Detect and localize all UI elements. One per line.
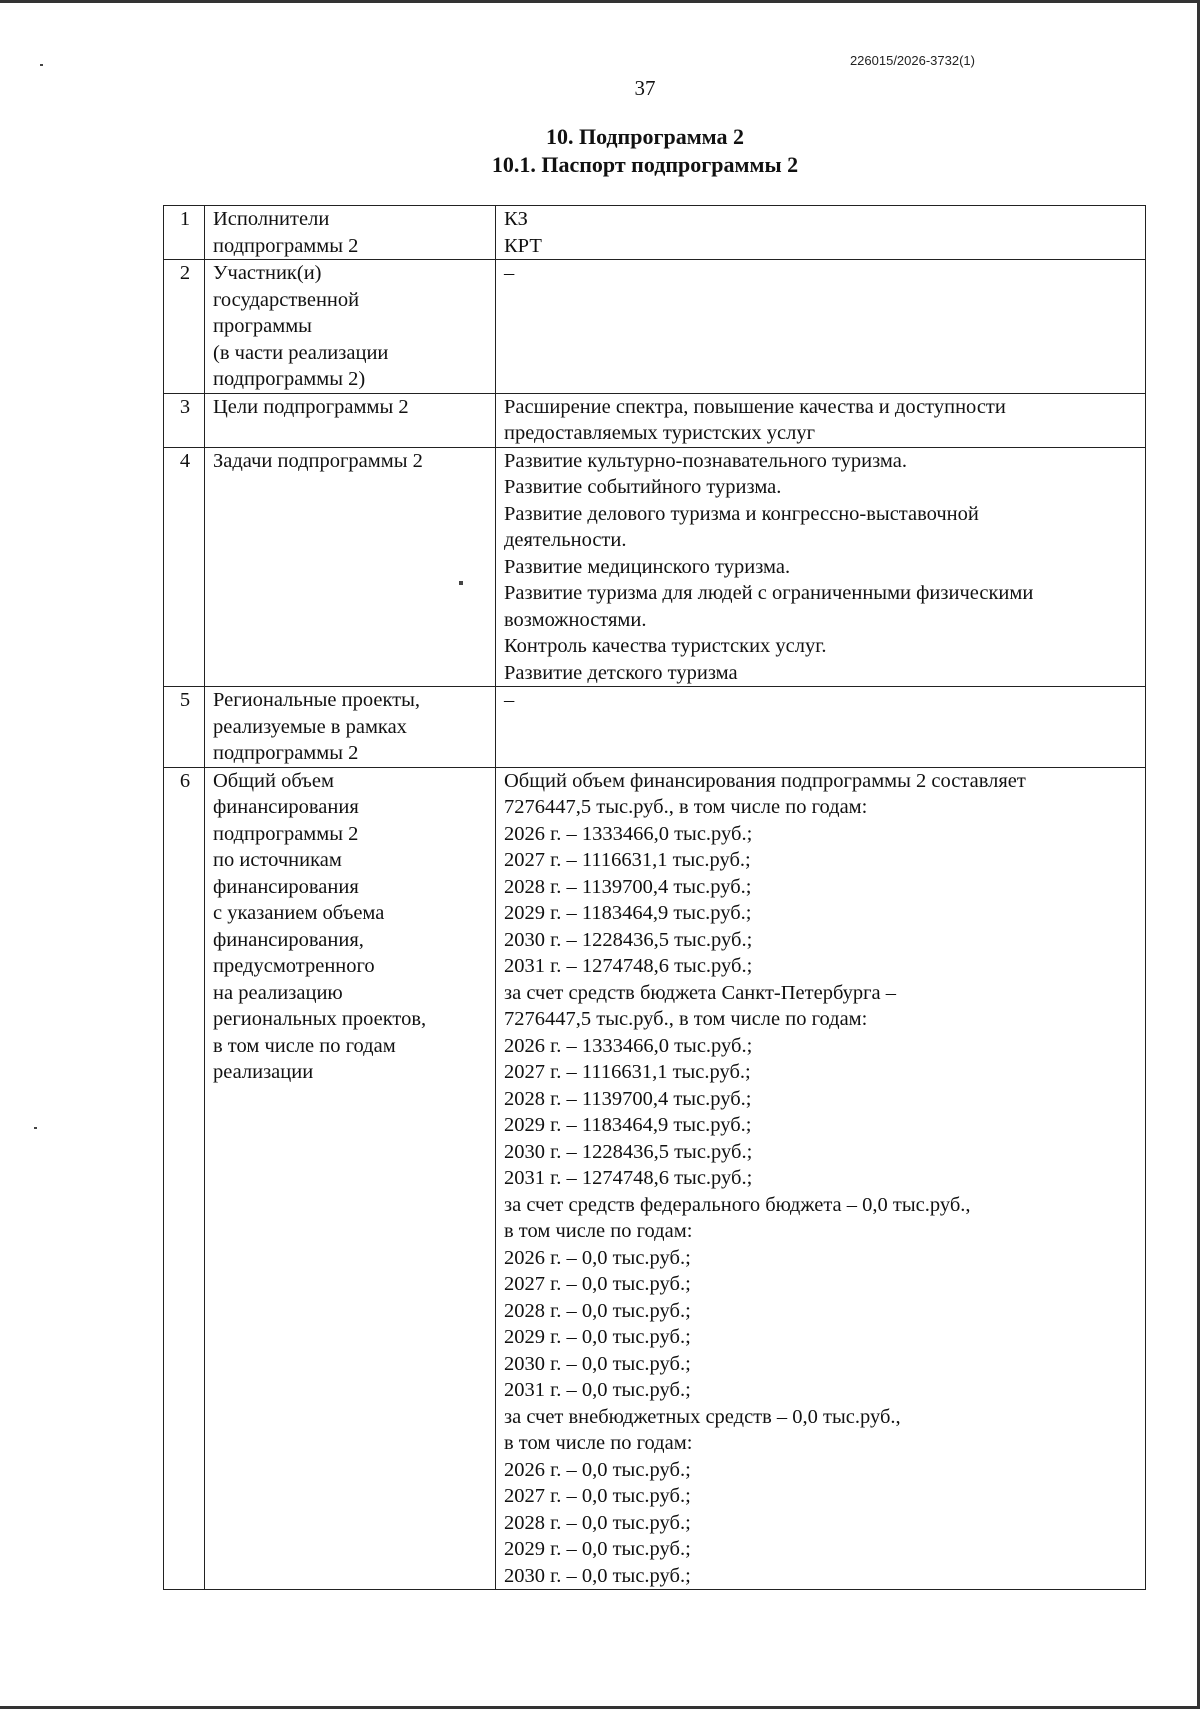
row-content-line: 2026 г. – 0,0 тыс.руб.; (504, 1458, 691, 1481)
row-content-line: Расширение спектра, повышение качества и доступности (504, 395, 1006, 418)
row-label-line: подпрограммы 2) (213, 368, 366, 390)
row-number: 4 (164, 447, 205, 687)
row-content-line: возможностями. (504, 608, 647, 631)
row-content-line: за счет средств бюджета Санкт-Петербурга – (504, 981, 896, 1004)
row-content-line: в том числе по годам: (504, 1220, 693, 1242)
row-number: 5 (164, 687, 205, 768)
row-content-line: Развитие культурно-познавательного туризма. (504, 449, 907, 472)
row-content-line: 2028 г. – 1139700,4 тыс.руб.; (504, 1087, 752, 1110)
row-content-line: в том числе по годам: (504, 1432, 693, 1454)
row-label (205, 393, 496, 447)
row-label-line: реализации (213, 1061, 314, 1083)
row-content (496, 393, 1146, 447)
row-content-line: 2026 г. – 0,0 тыс.руб.; (504, 1246, 691, 1269)
row-content-line: 2029 г. – 0,0 тыс.руб.; (504, 1538, 691, 1560)
row-label (205, 767, 496, 1590)
passport-table (163, 205, 1146, 1590)
row-content-line: 2027 г. – 1116631,1 тыс.руб.; (504, 849, 751, 871)
row-label-line: Общий объем (213, 769, 334, 792)
table-row (164, 687, 1146, 768)
row-content-line: 2029 г. – 0,0 тыс.руб.; (504, 1326, 691, 1348)
row-content-line: 2030 г. – 0,0 тыс.руб.; (504, 1564, 691, 1587)
row-content-line: 2030 г. – 0,0 тыс.руб.; (504, 1352, 691, 1375)
row-content (496, 687, 1146, 768)
row-content-line: 2026 г. – 1333466,0 тыс.руб.; (504, 1034, 753, 1057)
row-content-line: 2030 г. – 1228436,5 тыс.руб.; (504, 928, 753, 951)
row-label-line: предусмотренного (213, 955, 375, 977)
section-title: 10. Подпрограмма 2 (545, 124, 745, 149)
row-content-line: 7276447,5 тыс.руб., в том числе по годам: (504, 1008, 868, 1030)
scan-speck (34, 1127, 37, 1129)
table-row (164, 260, 1146, 394)
row-content (496, 447, 1146, 687)
row-content-line: за счет внебюджетных средств – 0,0 тыс.руб., (504, 1405, 901, 1428)
row-label-line: по источникам (213, 849, 342, 871)
row-content-line: 2031 г. – 1274748,6 тыс.руб.; (504, 1167, 753, 1189)
scan-top-edge (0, 0, 1200, 3)
page-number: 37 (634, 76, 656, 100)
row-number: 2 (164, 260, 205, 394)
row-content-line: Развитие событийного туризма. (504, 476, 782, 498)
row-content-line: 2029 г. – 1183464,9 тыс.руб.; (504, 1114, 752, 1136)
row-content-line: – (504, 262, 515, 284)
table-row (164, 206, 1146, 260)
table-row (164, 393, 1146, 447)
row-content-line: Развитие делового туризма и конгрессно-выставочной (504, 502, 979, 525)
table-row (164, 767, 1146, 1590)
row-number: 6 (164, 767, 205, 1590)
row-content-line: предоставляемых туристских услуг (504, 422, 816, 444)
row-label-line: Исполнители (213, 208, 330, 230)
row-label-line: Задачи подпрограммы 2 (213, 449, 423, 472)
row-label-line: программы (213, 315, 312, 337)
row-label-line: в том числе по годам (213, 1034, 396, 1057)
row-content-line: деятельности. (504, 529, 627, 551)
row-content-line: Развитие детского туризма (504, 661, 738, 684)
row-content (496, 206, 1146, 260)
row-content-line: КРТ (504, 234, 542, 257)
row-label-line: (в части реализации (213, 341, 389, 364)
row-content-line: КЗ (504, 208, 528, 230)
row-content (496, 767, 1146, 1590)
row-label (205, 206, 496, 260)
row-content-line: 2029 г. – 1183464,9 тыс.руб.; (504, 902, 752, 924)
row-label-line: государственной (213, 288, 360, 311)
row-content-line: 2028 г. – 0,0 тыс.руб.; (504, 1511, 691, 1534)
row-content-line: 2028 г. – 0,0 тыс.руб.; (504, 1299, 691, 1322)
row-content-line: за счет средств федерального бюджета – 0,0 тыс.руб., (504, 1193, 971, 1216)
row-label-line: региональных проектов, (213, 1008, 427, 1030)
row-number: 1 (164, 206, 205, 260)
row-label-line: финансирования (213, 796, 359, 818)
table-row (164, 447, 1146, 687)
row-label-line: реализуемые в рамках (213, 715, 407, 738)
row-label (205, 447, 496, 687)
row-label-line: с указанием объема (213, 902, 385, 924)
row-label-line: подпрограммы 2 (213, 234, 359, 257)
row-content-line: 2028 г. – 1139700,4 тыс.руб.; (504, 875, 752, 898)
row-content (496, 260, 1146, 394)
row-content-line: 2027 г. – 0,0 тыс.руб.; (504, 1273, 691, 1295)
row-content-line: Развитие туризма для людей с ограниченными физическими (504, 582, 1034, 604)
row-label (205, 687, 496, 768)
row-label (205, 260, 496, 394)
row-content-line: 2026 г. – 1333466,0 тыс.руб.; (504, 822, 753, 845)
row-content-line: 2027 г. – 1116631,1 тыс.руб.; (504, 1061, 751, 1083)
row-label-line: финансирования (213, 875, 359, 898)
document-id: 226015/2026-3732(1) (849, 53, 975, 68)
row-content-line: Общий объем финансирования подпрограммы 2 составляет (504, 769, 1026, 792)
row-content-line: 2031 г. – 0,0 тыс.руб.; (504, 1379, 691, 1401)
scan-speck (40, 64, 43, 66)
row-label-line: подпрограммы 2 (213, 742, 359, 764)
row-content-line: 7276447,5 тыс.руб., в том числе по годам: (504, 796, 868, 818)
row-content-line: – (504, 689, 515, 711)
row-label-line: Цели подпрограммы 2 (213, 395, 409, 418)
row-label-line: Участник(и) (213, 262, 322, 284)
row-label-line: на реализацию (213, 981, 343, 1004)
row-content-line: 2030 г. – 1228436,5 тыс.руб.; (504, 1140, 753, 1163)
row-number: 3 (164, 393, 205, 447)
row-label-line: подпрограммы 2 (213, 822, 359, 845)
passport-table-body (164, 206, 1146, 1590)
row-content-line: Развитие медицинского туризма. (504, 555, 791, 578)
row-content-line: Контроль качества туристских услуг. (504, 635, 827, 657)
row-label-line: Региональные проекты, (213, 689, 421, 711)
row-label-line: финансирования, (213, 928, 364, 951)
section-subtitle: 10.1. Паспорт подпрограммы 2 (491, 152, 799, 177)
row-content-line: 2031 г. – 1274748,6 тыс.руб.; (504, 955, 753, 977)
row-content-line: 2027 г. – 0,0 тыс.руб.; (504, 1485, 691, 1507)
